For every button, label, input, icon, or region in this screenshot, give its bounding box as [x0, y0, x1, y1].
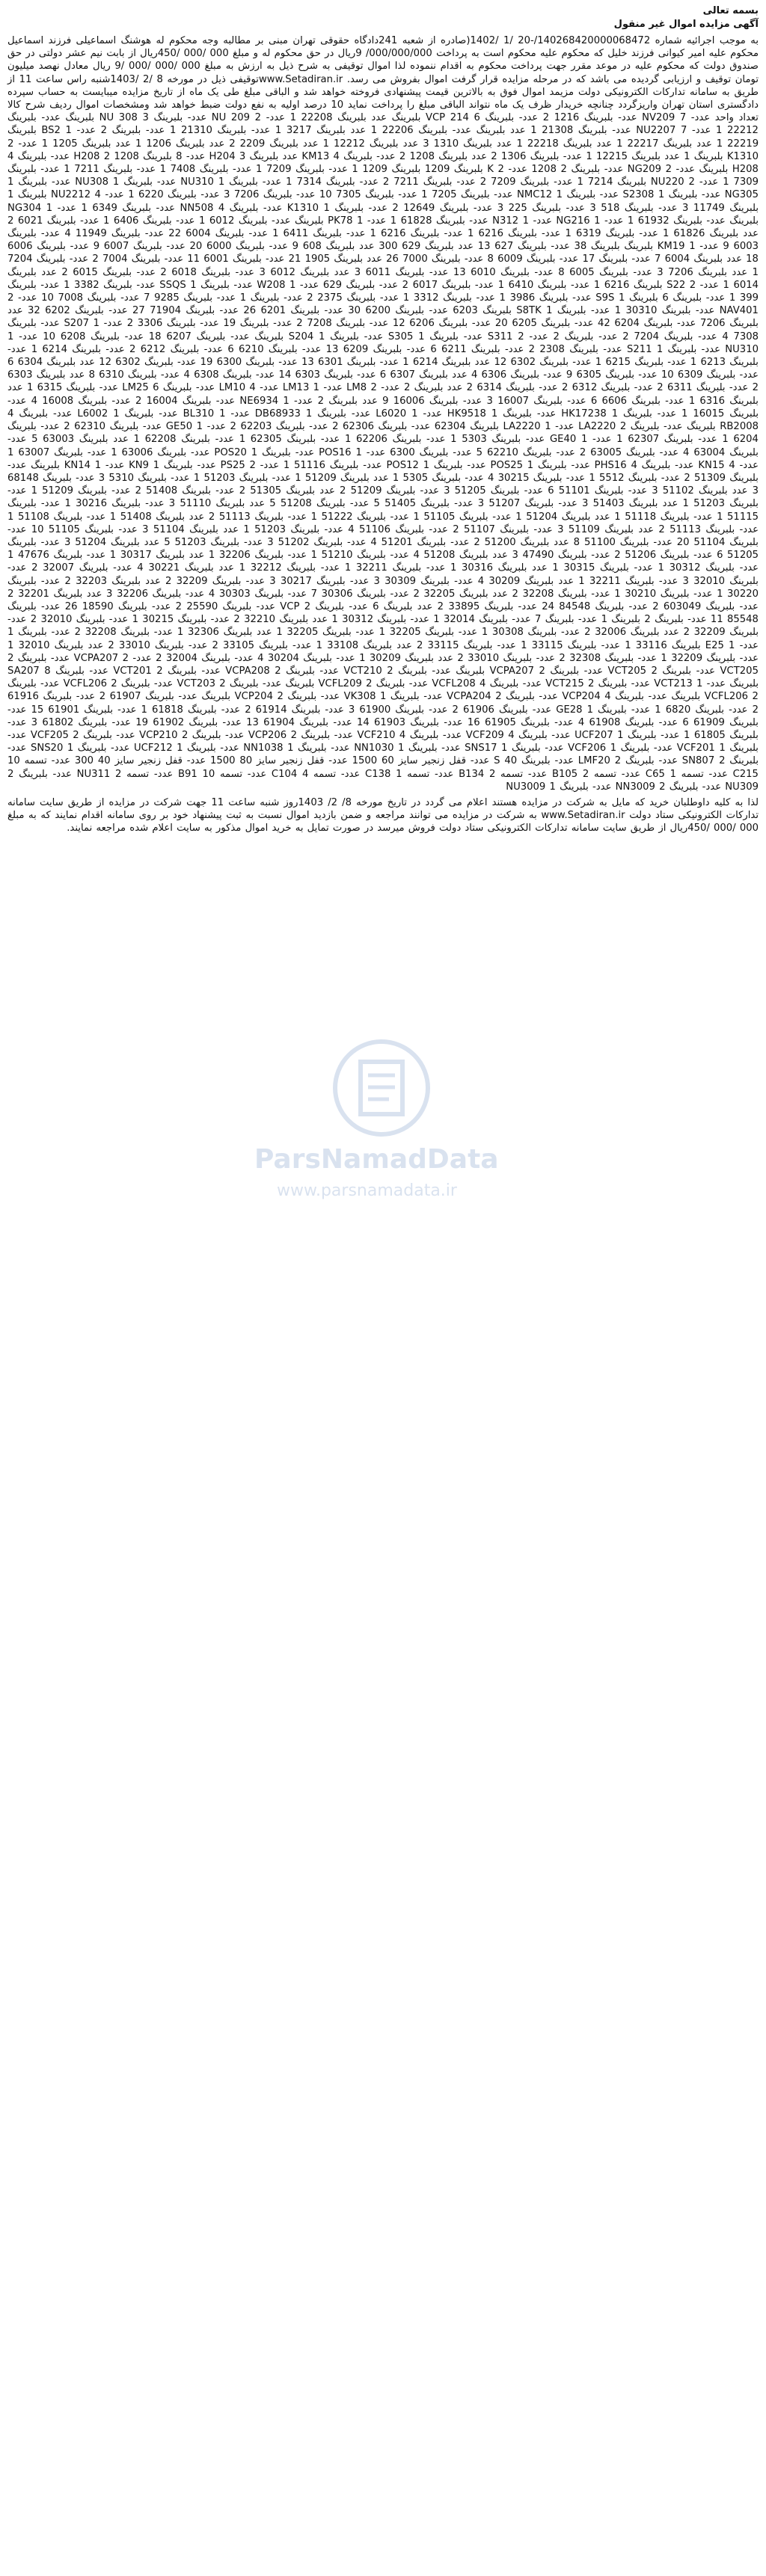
- watermark-name: ParsNamadData: [254, 1144, 499, 1175]
- basmala-heading: بسمه تعالی: [702, 5, 759, 16]
- notice-body-text: به موجب اجرائیه شماره 140268420000068472/-20 /1 /1402(صادره از شعبه 241دادگاه حقوقی تهران مبنی بر مطالبه وجه محکوم له هوشنگ اسماعیلی فرزند اسماعیل محکوم علیه امیر کیوانی فرزند خلیل که محکوم علیه محکوم است به پرداخت 000/000/000/ 9ریال در حق محکوم له و مبلغ 000 /000 /450ریال از بابت نیم عشر دولتی در حق صندوق دولت که محکوم علیه در موعد مقرر جهت پرداخت محکوم به اقدام ننموده لذا اموال توقیفی به شرح ذیل به ارزش به مبلغ 000 /000 /000 /9 ریال معادل نهصد میلیون تومان توقیف و ارزیابی گردیده می باشد که در مرحله مزایده قرار گرفت اموال بفروش می رسد. www.Setadiran.irتوقیفی ذیل در مورخه 8 /2 /1403شنبه راس ساعت 11 از طریق به سامانه تدارکات الکترونیکی دولت مزیمد اموال فوق به بالاترین قیمت پیشنهادی فروخته خواهد شد و الباقی مبلغ طی یک ماه از تاریخ مزایده میبایست به حساب سپرده دادگستری استان تهران واریزگردد چنانچه خریدار ظرف یک ماه نتواند الباقی مبلغ را پرداخت نماید 10 درصد اولیه به نفع دولت ضبط خواهد شد ومشخصات اموال ردیف شرح کالا تعداد واحد عدد- 7 NV209 عدد- بلبرینگ 1216 2 عدد- بلبرینگ 6 VCP 214 بلبرینگ عدد بلبرینگ 22208 1 عدد- 2 NU 209 عدد- بلبرینگ 3 NU 308 بلبرینگ عدد- بلبرینگ 22212 1 عدد- 7 NU2207 عدد- بلبرینگ 21308 1 عدد بلبرینگ عدد- بلبرینگ 22206 1 عدد بلبرینگ 3217 1 عدد- بلبرینگ 21310 1 عدد- بلبرینگ 2 عدد- 1 BS2 بلبرینگ 22219 1 عدد بلبرینگ 22217 1 عدد بلبرینگ 22218 1 عدد بلبرینگ 1310 3 عدد بلبرینگ 12212 1 عدد بلبرینگ 2209 2 عدد بلبرینگ 1206 1 عدد بلبرینگ 1205 1 عدد- 2 K1310 بلبرینگ 1 عدد بلبرینگ 12215 1 عدد- بلبرینگ 1306 2 عدد بلبرینگ 1208 2 عدد- بلبرینگ 4 KM13 عدد بلبرینگ 3 H204 عدد- 8 بلبرینگ 1208 2 H208 عدد- بلبرینگ 4 H208 بلبرینگ عدد- 2 NG209 عدد- بلبرینگ 2 1208 عدد- K 2 بلبرینگ 1209 بلبرینگ 1209 1 عدد- بلبرینگ 7209 1 عدد- بلبرینگ 7408 1 عدد- بلبرینگ 7211 1 عدد- بلبرینگ 7309 1 عدد- 2 NU220 بلبرینگ 7214 1 عدد- بلبرینگ 7209 2 عدد- بلبرینگ 7211 2 عدد- بلبرینگ 7314 1 عدد- بلبرینگ 1 NU310 عدد- بلبرینگ 1 NU308 عدد- بلبرینگ 1 NG305 عدد- بلبرینگ 1 S2308 عدد- بلبرینگ 1 NMC12 عدد- بلبرینگ 7205 1 عدد- بلبرینگ 7305 10 عدد- بلبرینگ 7206 3 عدد- بلبرینگ 6220 1 عدد- 4 NU2212 بلبرینگ 1 بلبرینگ 11749 3 عدد- بلبرینگ 518 3 عدد- بلبرینگ 225 3 عدد- بلبرینگ 12649 2 عدد- بلبرینگ 1 K1310 عدد- بلبرینگ 4 NN508 عدد- بلبرینگ 6349 1 عدد- 1 NG304 بلبرینگ عدد- بلبرینگ 61932 1 عدد- 1 NG216 عدد- 1 N312 عدد- بلبرینگ 61828 1 عدد- 1 PK78 بلبرینگ عدد- بلبرینگ 6012 1 عدد- بلبرینگ 6406 1 عدد- بلبرینگ 6021 2 عدد بلبرینگ 61826 1 عدد- بلبرینگ 6319 1 عدد- بلبرینگ 6216 1 عدد- بلبرینگ 6216 1 عدد- بلبرینگ 6411 1 عدد- بلبرینگ 6004 22 عدد- بلبرینگ 11949 4 عدد- بلبرینگ 6003 9 عدد- 1 KM19 بلبرینگ بلبرینگ 38 عدد- بلبرینگ 627 13 عدد بلبرینگ 629 300 عدد بلبرینگ 608 9 عدد- بلبرینگ 6000 20 عدد- بلبرینگ 6007 9 عدد- بلبرینگ 6006 18 عدد بلبرینگ 6004 7 عدد- بلبرینگ 17 عدد- بلبرینگ 6009 8 عدد- بلبرینگ 7000 26 عدد بلبرینگ 1905 21 عدد- بلبرینگ 6001 11 عدد- بلبرینگ 7004 2 عدد- بلبرینگ 7204 1 عدد بلبرینگ 7206 3 عدد- بلبرینگ 6005 8 عدد- بلبرینگ 6010 13 عدد- بلبرینگ 6011 3 عدد بلبرینگ 6012 3 عدد- بلبرینگ 6018 2 عدد- بلبرینگ 6015 2 عدد بلبرینگ 6014 1 عدد- 2 S22 بلبرینگ 6216 1 عدد- بلبرینگ 6410 1 عدد- بلبرینگ 6017 2 عدد- بلبرینگ 629 عدد- 1 W208 عدد- بلبرینگ 1 SSQS عدد- بلبرینگ 3382 1 عدد- بلبرینگ 399 1 عدد- بلبرینگ 6 بلبرینگ 1 S9S عدد- بلبرینگ 3986 1 عدد- بلبرینگ 3312 1 عدد- بلبرینگ 2375 2 عدد- بلبرینگ 1 عدد- بلبرینگ 9285 7 عدد- بلبرینگ 7008 10 عدد- 2 NAV401 عدد- بلبرینگ 30310 1 عدد- بلبرینگ 1 S8TK بلبرینگ 6203 عدد- بلبرینگ 6200 30 عدد- بلبرینگ 6201 26 عدد- بلبرینگ 71904 27 عدد- بلبرینگ 6202 32 عدد بلبرینگ 7206 عدد- بلبرینگ 6204 42 عدد- بلبرینگ 6205 20 عدد- بلبرینگ 6206 12 عدد- بلبرینگ 7208 2 عدد- بلبرینگ 19 عدد- بلبرینگ 3306 2 عدد- 1 S207 عدد- بلبرینگ 7308 4 عدد- بلبرینگ 7204 2 عدد- بلبرینگ 2 عدد- 2 S311 عدد- بلبرینگ 1 S305 عدد- بلبرینگ 1 S204 بلبرینگ عدد- بلبرینگ 6207 18 عدد- بلبرینگ 6208 10 عدد- 1 NU310 عدد- بلبرینگ 1 S211 عدد- بلبرینگ 2308 2 عدد- بلبرینگ 6211 6 عدد- بلبرینگ 6209 13 عدد- بلبرینگ 6210 6 عدد- بلبرینگ 6212 2 عدد- بلبرینگ 6214 1 عدد- بلبرینگ 6213 1 عدد- بلبرینگ 6215 1 عدد- بلبرینگ 6302 12 عدد بلبرینگ 6214 1 عدد- بلبرینگ 6301 13 عدد- بلبرینگ 6300 19 عدد- بلبرینگ 6302 12 عدد بلبرینگ 6304 6 عدد- بلبرینگ 6309 10 عدد- بلبرینگ 6305 9 عدد- بلبرینگ 6306 4 عدد بلبرینگ 6307 6 عدد- بلبرینگ 6303 14 عدد- بلبرینگ 6308 4 عدد- بلبرینگ 6310 8 عدد بلبرینگ 6303 2 عدد- بلبرینگ 6311 2 عدد- بلبرینگ 6312 2 عدد- بلبرینگ 6314 2 عدد بلبرینگ 2 عدد- 2 LM8 عدد- 1 LM13 عدد- 4 LM10 عدد- بلبرینگ 6 LM25 عدد- بلبرینگ 6315 1 عدد بلبرینگ 6316 1 عدد- بلبرینگ 6606 6 عدد- بلبرینگ 16007 3 عدد- بلبرینگ 16006 9 عدد بلبرینگ 2 عدد- 1 NE6934 عدد- بلبرینگ 16004 2 عدد- بلبرینگ 16008 4 عدد- بلبرینگ 16015 1 عدد- بلبرینگ 1 HK17238 عدد- بلبرینگ 1 HK9518 عدد- 1 L6020 عدد- بلبرینگ 1 DB68933 عدد- 1 BL310 عدد- بلبرینگ 1 L6002 عدد- بلبرینگ 4 RB2008 بلبرینگ عدد- بلبرینگ 2 LA2220 عدد- 1 LA2220 بلبرینگ 62304 عدد- بلبرینگ 62306 2 عدد- بلبرینگ 62203 2 عدد- 1 GE50 عدد- بلبرینگ 62310 2 عدد- بلبرینگ 6204 1 عدد- بلبرینگ 62307 1 عدد- 1 GE40 عدد- بلبرینگ 5303 1 عدد- بلبرینگ 62206 1 عدد- بلبرینگ 62305 1 عدد- بلبرینگ 62208 1 عدد بلبرینگ 63003 5 عدد- بلبرینگ 63004 4 عدد- بلبرینگ 63005 2 عدد- بلبرینگ 62210 5 عدد- بلبرینگ 6300 عدد- 1 POS16 عدد- بلبرینگ 1 POS20 عدد- بلبرینگ 63006 1 عدد- بلبرینگ 63007 1 عدد- 4 KN15 عدد- بلبرینگ 4 PHS16 عدد- بلبرینگ 1 POS25 عدد- بلبرینگ 1 POS12 عدد- بلبرینگ 51116 1 عدد- 2 PS25 عدد- بلبرینگ 1 KN9 عدد- 1 KN14 بلبرینگ عدد- بلبرینگ 51309 2 عدد- بلبرینگ 5512 1 عدد- بلبرینگ 30215 4 عدد- بلبرینگ 5305 1 عدد بلبرینگ 51209 1 عدد- بلبرینگ 51203 1 عدد- بلبرینگ 5310 3 عدد- بلبرینگ 68148 3 عدد بلبرینگ 51102 3 عدد- بلبرینگ 51101 6 عدد- بلبرینگ 51205 3 عدد- بلبرینگ 51209 2 عدد بلبرینگ 51305 2 عدد- بلبرینگ 51408 2 عدد- بلبرینگ 51209 1 عدد- بلبرینگ 51203 1 عدد بلبرینگ 51403 3 عدد- بلبرینگ 51207 3 عدد- بلبرینگ 51405 5 عدد- بلبرینگ 51208 5 عدد بلبرینگ 51110 3 عدد- بلبرینگ 30216 1 عدد- بلبرینگ 51115 1 عدد- بلبرینگ 51118 1 عدد بلبرینگ 51204 1 عدد- بلبرینگ 51105 1 عدد- بلبرینگ 51222 1 عدد- بلبرینگ 51113 2 عدد بلبرینگ 51408 1 عدد- بلبرینگ 51108 1 عدد- بلبرینگ 51113 2 عدد بلبرینگ 51109 3 عدد- بلبرینگ 51107 2 عدد- بلبرینگ 51106 4 عدد- بلبرینگ 51203 1 عدد بلبرینگ 51104 3 عدد- بلبرینگ 51105 10 عدد- بلبرینگ 51104 20 عدد- بلبرینگ 51100 8 عدد بلبرینگ 51200 2 عدد- بلبرینگ 51201 4 عدد- بلبرینگ 51202 3 عدد- بلبرینگ 51203 5 عدد بلبرینگ 51204 3 عدد- بلبرینگ 51205 6 عدد- بلبرینگ 51206 2 عدد- بلبرینگ 47490 3 عدد بلبرینگ 51208 4 عدد- بلبرینگ 51210 1 عدد- بلبرینگ 32206 1 عدد بلبرینگ 30317 1 عدد- بلبرینگ 47676 1 عدد- بلبرینگ 30312 1 عدد- بلبرینگ 30315 1 عدد بلبرینگ 30316 1 عدد- بلبرینگ 32211 1 عدد- بلبرینگ 32212 1 عدد بلبرینگ 30221 4 عدد- بلبرینگ 32007 2 عدد- بلبرینگ 32010 3 عدد- بلبرینگ 32211 1 عدد بلبرینگ 30209 4 عدد- بلبرینگ 30309 3 عدد- بلبرینگ 30217 3 عدد- بلبرینگ 32209 2 عدد بلبرینگ 32203 2 عدد- بلبرینگ 30220 1 عدد- بلبرینگ 30210 1 عدد- بلبرینگ 32208 2 عدد بلبرینگ 32205 2 عدد- بلبرینگ 30306 7 عدد- بلبرینگ 30303 4 عدد- بلبرینگ 32206 3 عدد بلبرینگ 32201 2 عدد- بلبرینگ 603049 2 عدد- بلبرینگ 84548 24 عدد- بلبرینگ 33895 2 عدد بلبرینگ 6 عدد- بلبرینگ 2 VCP عدد- بلبرینگ 25590 2 عدد- بلبرینگ 18590 26 عدد- بلبرینگ 85548 11 عدد- بلبرینگ 2 بلبرینگ 1 عدد- بلبرینگ 7 عدد- بلبرینگ 32014 1 عدد- بلبرینگ 30312 1 عدد بلبرینگ 32210 2 عدد- بلبرینگ 30215 1 عدد- بلبرینگ 32010 2 عدد- بلبرینگ 32209 2 عدد بلبرینگ 32006 2 عدد- بلبرینگ 30308 1 عدد- بلبرینگ 32205 1 عدد- بلبرینگ 32205 1 عدد بلبرینگ 32306 1 عدد- بلبرینگ 32208 2 عدد- بلبرینگ 1 عدد- 1 E25 بلبرینگ 33116 1 عدد- بلبرینگ 33115 1 عدد- بلبرینگ 33115 2 عدد بلبرینگ 33108 1 عدد- بلبرینگ 33105 2 عدد- بلبرینگ 33010 2 عدد بلبرینگ 32010 1 عدد- بلبرینگ 32209 1 عدد- بلبرینگ 32308 2 عدد- بلبرینگ 33010 2 عدد بلبرینگ 30209 1 عدد- بلبرینگ 30204 4 عدد- بلبرینگ 32004 2 عدد- 2 VCPA207 عدد- بلبرینگ 2 VCT205 عدد- بلبرینگ 2 VCT205 عدد- بلبرینگ 2 VCPA207 بلبرینگ عدد- بلبرینگ 2 VCT210 عدد- بلبرینگ 2 VCPA208 عدد- بلبرینگ 2 VCT201 عدد- بلبرینگ 8 SA207 بلبرینگ عدد- 1 VCT213 عدد- بلبرینگ 2 VCT215 عدد- بلبرینگ 4 VCFL208 عدد- بلبرینگ 2 VCFL209 بلبرینگ عدد- بلبرینگ 2 VCT203 عدد- بلبرینگ 2 VCFL206 عدد- بلبرینگ 2 VCFL206 بلبرینگ عدد- بلبرینگ 4 VCP204 عدد- بلبرینگ 2 VCPA204 عدد- بلبرینگ 1 VK308 عدد- بلبرینگ 2 VCP204 بلبرینگ عدد- بلبرینگ 61907 2 عدد- بلبرینگ 61916 2 عدد- بلبرینگ 6820 1 عدد- بلبرینگ 1 GE28 عدد- بلبرینگ 61906 2 عدد- بلبرینگ 61900 3 عدد- بلبرینگ 61914 2 عدد- بلبرینگ 61818 1 عدد- بلبرینگ 61901 15 عدد- بلبرینگ 61909 6 عدد- بلبرینگ 61908 4 عدد- بلبرینگ 61905 16 عدد- بلبرینگ 61903 14 عدد- بلبرینگ 61904 13 عدد- بلبرینگ 61902 19 عدد- بلبرینگ 61802 3 عدد- بلبرینگ 61805 1 عدد- بلبرینگ 1 UCF207 عدد- بلبرینگ 4 VCF209 عدد- بلبرینگ 4 VCF210 عدد- بلبرینگ 2 VCP206 عدد- بلبرینگ 2 VCP210 عدد- بلبرینگ 2 VCF205 عدد- بلبرینگ 1 VCF201 عدد- بلبرینگ 1 VCF206 عدد- بلبرینگ 1 SNS17 عدد- بلبرینگ 1 NN1030 عدد- بلبرینگ 1 NN1038 عدد- بلبرینگ 1 UCF212 عدد- بلبرینگ 1 SNS20 عدد- بلبرینگ 2 SN807 عدد- بلبرینگ 2 LMF20 عدد- بلبرینگ 40 S عدد- قفل زنجیر سایز 60 1500 عدد- قفل زنجیر سایز 80 1500 عدد- قفل زنجیر سایز 40 300 عدد- تسمه 10 C215 عدد- تسمه 1 C65 عدد- تسمه 2 B105 عدد- تسمه 2 B134 عدد- تسمه 1 C138 عدد- تسمه 4 C104 عدد- تسمه 10 B91 عدد- تسمه 2 NU311 عدد- بلبرینگ 2 NU309 عدد- بلبرینگ 2 NN3009 عدد- بلبرینگ 1 NU3009: [7, 35, 759, 793]
- notice-closing-text: لذا به کلیه داوطلبان خرید که مایل به شرکت در مزایده هستند اعلام می گردد در تاریخ مورخه 8/ 2/ 1403روز شنبه ساعت 11 جهت شرکت در مزایده از طریق سایت سامانه تدارکات الکترونیکی ستاد دولت www.Setadiran.ir به شرکت در مزایده می توانند مراجعه و ضمن بازدید اموال نسبت به ثبت پیشنهاد خود بر روی سامانه اقدام نمایند که به مبلغ 000 /000 /450ریال از طریق سایت سامانه تدارکات الکترونیکی ستاد دولت فروش میرسد در صورت تمایل به خرید اموال مذکور به سایت اعلام شده مراجعه نمایند.: [7, 796, 759, 834]
- watermark-url: www.parsnamadata.ir: [277, 1181, 457, 1200]
- notice-title: آگهی مزایده اموال غیر منقول: [613, 19, 759, 30]
